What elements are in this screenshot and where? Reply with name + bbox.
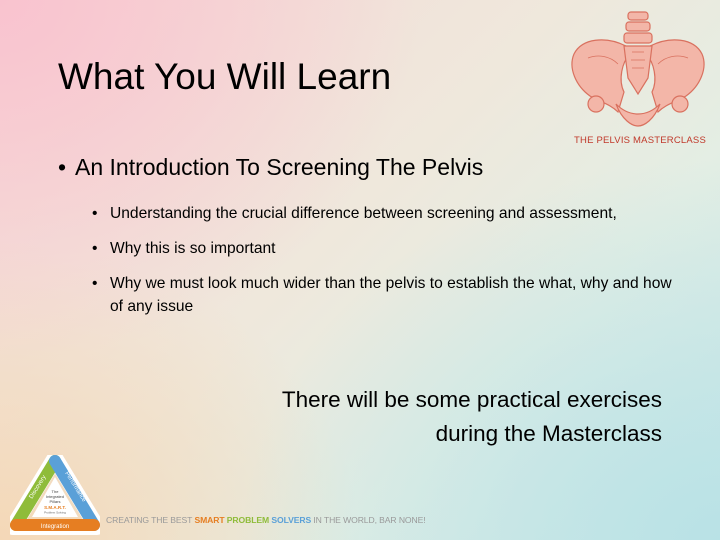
smart-triangle-logo-icon [10,455,100,535]
sub-bullet-text: Why we must look much wider than the pelvis to establish the what, why and how of any issue [110,275,672,315]
tagline-part1: CREATING THE BEST [106,515,195,525]
sub-bullet [92,202,672,225]
triangle-center-line1: The [51,489,59,494]
sub-bullet-text: Why this is so important [110,240,276,257]
tagline-solvers: SOLVERS [269,515,312,525]
sub-bullet-text: Understanding the crucial difference between screening and assessment, [110,205,617,222]
sub-bullet [92,272,672,318]
bullet-dot: • [92,205,98,222]
main-bullet-text: An Introduction To Screening The Pelvis [75,154,484,180]
practical-line-1: There will be some practical exercises [281,387,662,412]
bullet-dot: • [92,240,98,257]
slide-title: What You Will Learn [58,56,392,97]
triangle-bottom-label: Integration [40,524,70,530]
bullet-dot: • [58,154,67,180]
tagline-part2: IN THE WORLD, BAR NONE! [311,515,426,525]
tagline-problem: PROBLEM [224,515,270,525]
masterclass-label: THE PELVIS MASTERCLASS [574,135,706,146]
triangle-center-line3: Pillars [49,499,61,504]
practical-exercises-note [282,383,662,451]
pelvis-illustration-icon [566,8,710,132]
triangle-center-line5: Problem Solving [44,510,66,515]
tagline [106,515,426,525]
sub-bullet-list [92,202,672,330]
bullet-dot: • [92,275,98,292]
triangle-right-label: Performance [63,470,87,504]
main-bullet [58,154,483,181]
practical-line-2: during the Masterclass [435,421,662,446]
sub-bullet [92,237,672,260]
tagline-smart: SMART [194,515,225,525]
triangle-left-label: Discovery [28,474,48,501]
triangle-center-line4: S.M.A.R.T. [44,505,66,510]
triangle-center-line2: Integrated [45,494,65,499]
